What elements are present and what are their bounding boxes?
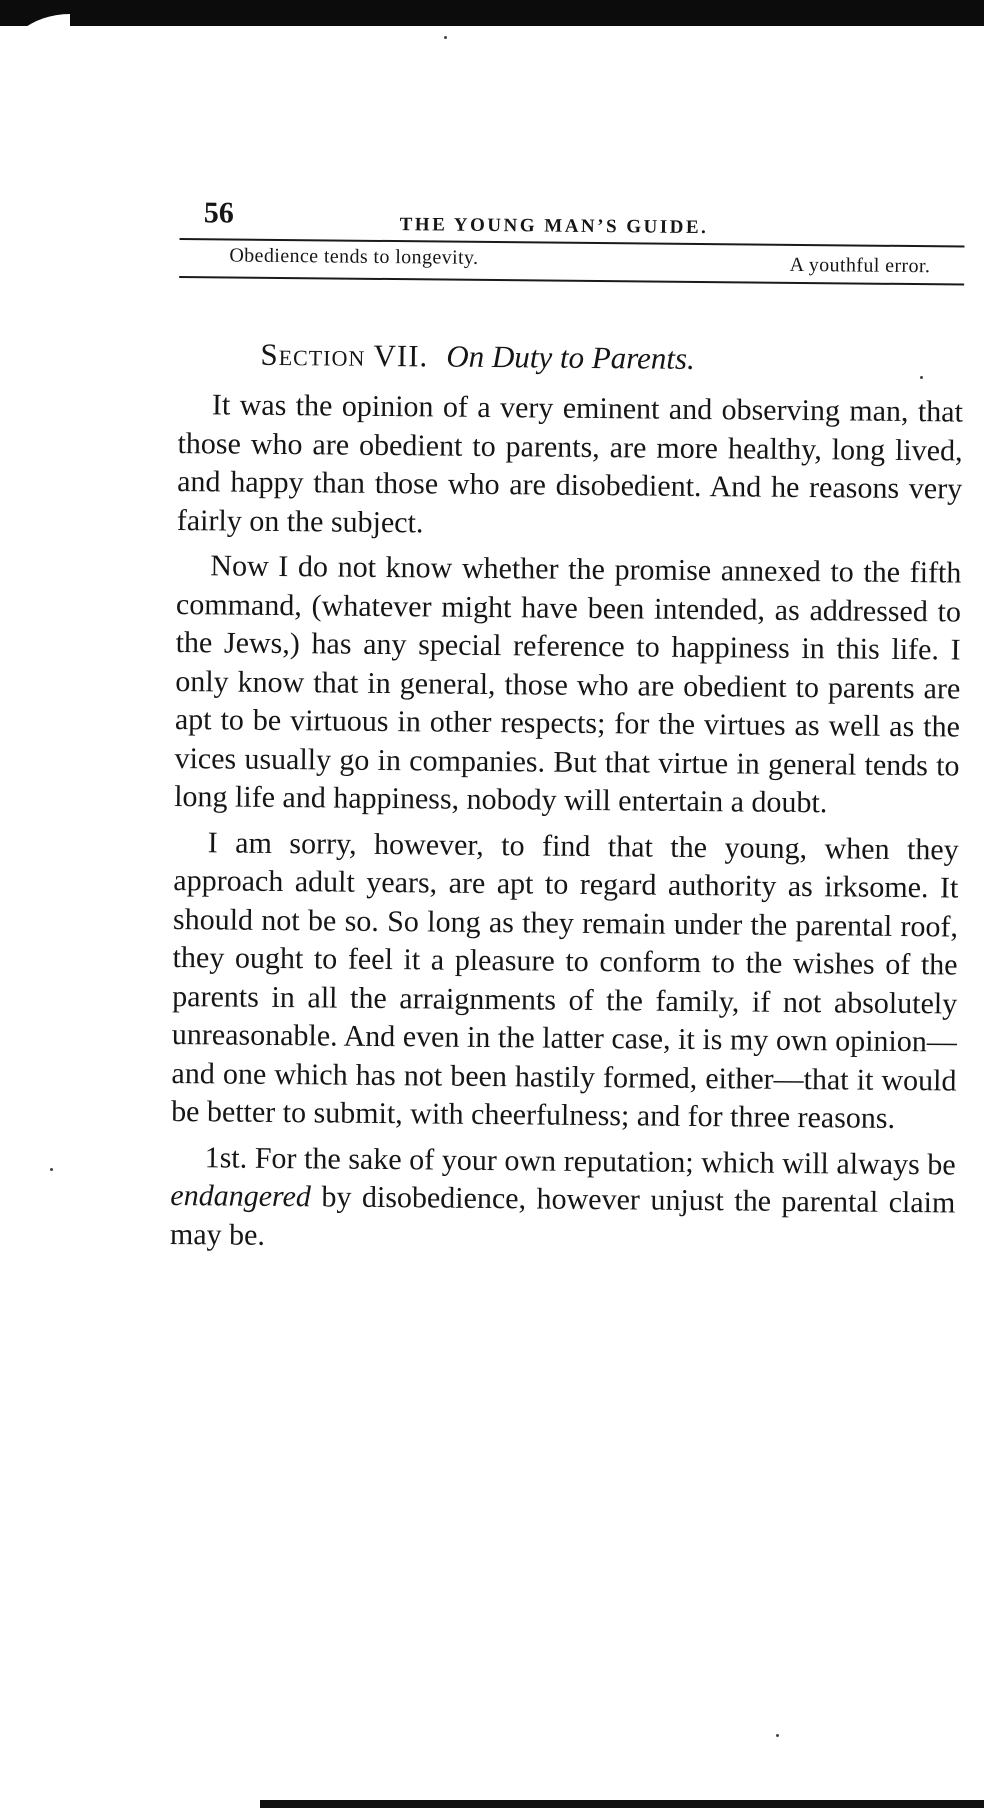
subhead-left: Obedience tends to longevity. <box>229 244 479 269</box>
book-page <box>170 190 965 1268</box>
scan-speck <box>776 1734 779 1737</box>
paragraph-last <box>170 1138 956 1261</box>
section-heading <box>260 337 963 380</box>
paragraph-text: 1st. For the sake of your own reputation; which will always be <box>204 1140 956 1181</box>
paragraph: Now I do not know whether the promise annexed to the fifth command, (whatever might have been intended, as addressed to the Jews,) has any special reference to happiness in this life. I only know that in general, those who are obedient to parents are apt to be virtuous in other respects; for the virtues as well as the vices usually go in companies. But that virtue in general tends to long life and happiness, nobody will entertain a doubt. <box>174 549 962 820</box>
section-title: On Duty to Parents. <box>446 338 695 376</box>
emphasis-text: endangered <box>170 1178 312 1214</box>
scan-speck <box>50 1168 53 1171</box>
running-head <box>180 190 965 246</box>
scan-speck <box>444 36 447 39</box>
body-text <box>170 386 963 1261</box>
paragraph: I am sorry, however, to find that the young, when they approach adult years, are apt to regard authority as irksome. It should not be so. So long as they remain under the parental roof, they ought to feel it a pleasure to conform to the wishes of the parents in all the arraignments of the family, if not absolutely unreasonable. And even in the latter case, it is my own opinion—and one which has not been hastily formed, either—that it would be better to submit, with cheerfulness; and for three reasons. <box>170 825 959 1135</box>
subheads <box>179 240 964 284</box>
scan-border-top <box>0 0 984 26</box>
book-title: THE YOUNG MAN’S GUIDE. <box>399 214 709 239</box>
paragraph: It was the opinion of a very eminent and observing man, that those who are obedient to parents, are more healthy, long lived, and happy than those who are disobedient. And he reasons very fairly on the subject. <box>176 388 964 539</box>
page-number: 56 <box>203 196 234 230</box>
section-label: Section VII. <box>260 336 429 374</box>
subhead-right: A youthful error. <box>789 253 931 278</box>
paragraph-text: by disobedience, however unjust the parental claim may be. <box>169 1180 956 1252</box>
scan-border-bottom <box>260 1800 984 1808</box>
